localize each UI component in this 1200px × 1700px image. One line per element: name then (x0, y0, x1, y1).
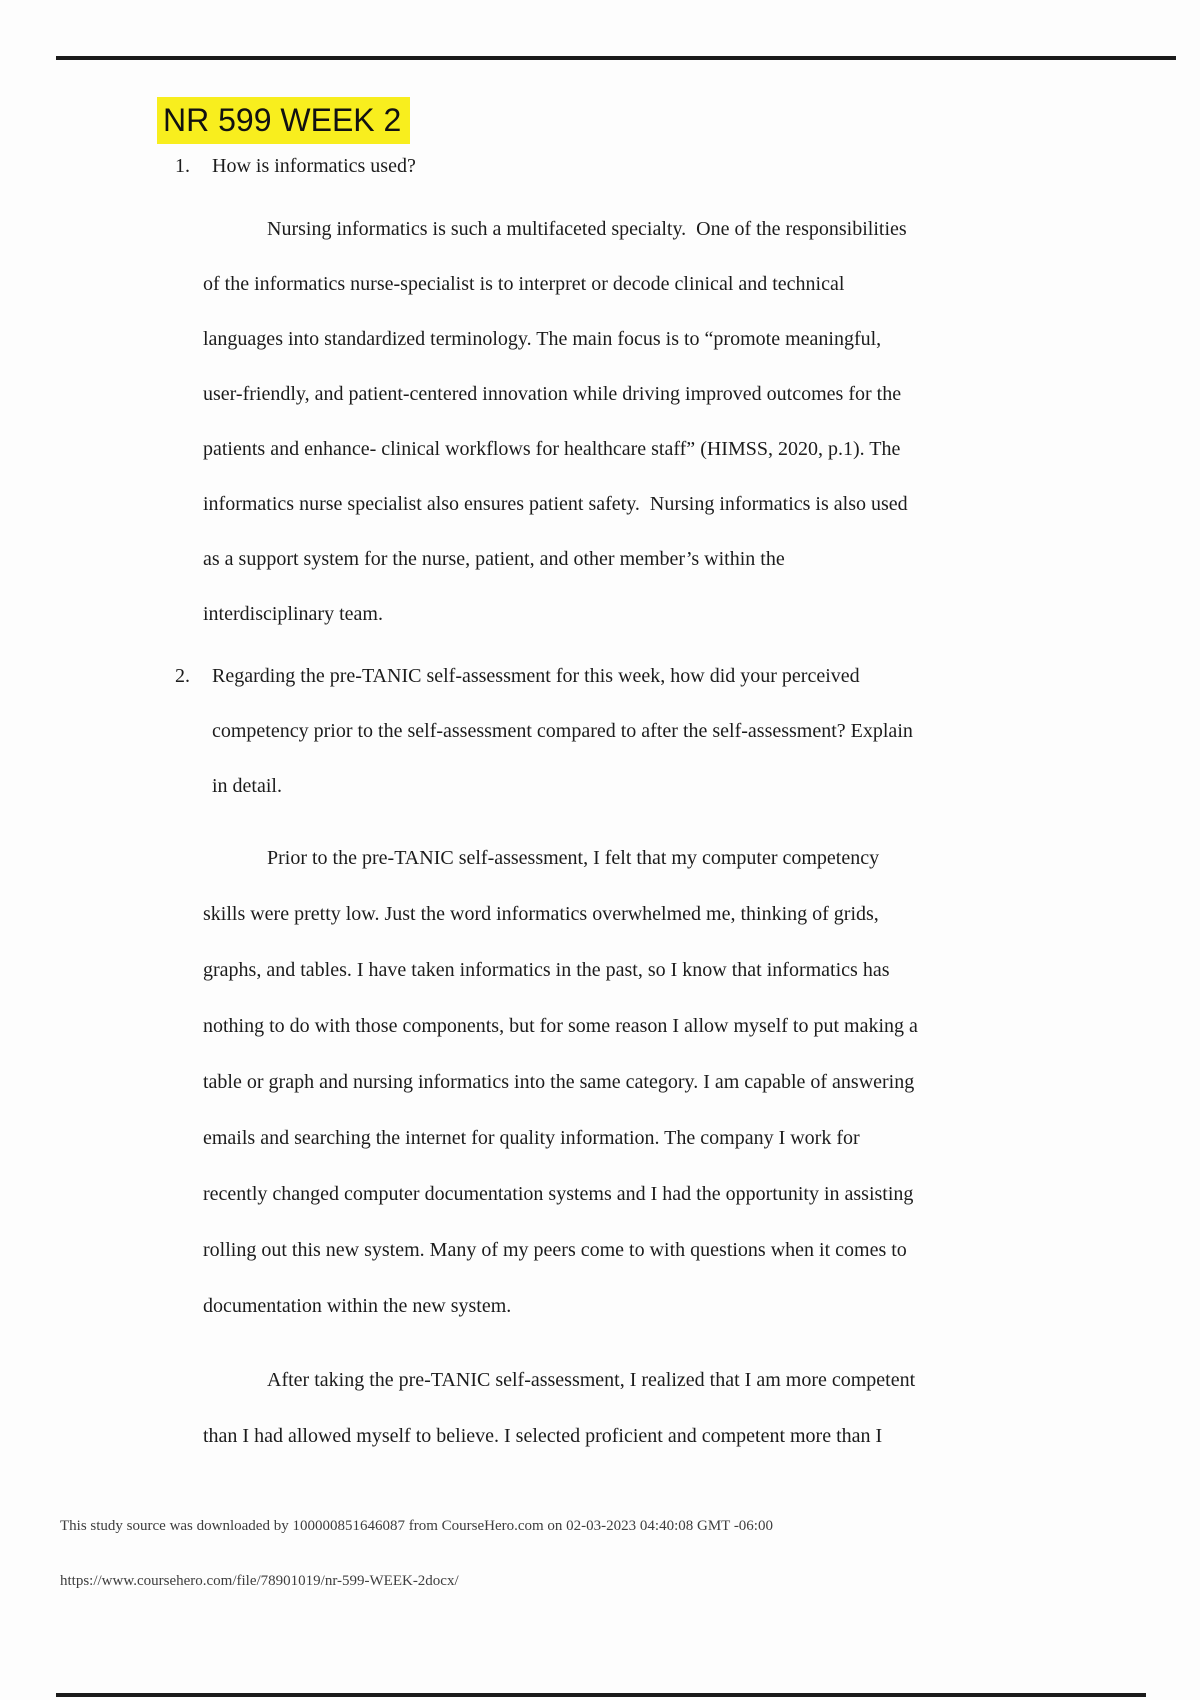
page-title: NR 599 WEEK 2 (157, 97, 410, 144)
text-line: patients and enhance- clinical workflows for healthcare staff” (HIMSS, 2020, p.1). The (203, 438, 901, 460)
question-2 (175, 649, 913, 814)
text-line: documentation within the new system. (203, 1295, 512, 1317)
answer-paragraph-1 (203, 202, 1033, 642)
download-attribution-text: This study source was downloaded by 100000851646087 from CourseHero.com on 02-03-2023 04:40:08 GMT -06:00 (60, 1518, 773, 1534)
text-line: emails and searching the internet for quality information. The company I work for (203, 1127, 860, 1149)
answer-paragraph-3 (203, 1352, 1033, 1464)
text-line: of the informatics nurse-specialist is to interpret or decode clinical and technical (203, 273, 845, 295)
footer-rule (56, 1693, 1146, 1697)
text-line: nothing to do with those components, but for some reason I allow myself to put making a (203, 1015, 918, 1037)
question-1-text (212, 139, 416, 194)
question-1 (175, 139, 416, 194)
text-line: languages into standardized terminology. The main focus is to “promote meaningful, (203, 328, 882, 350)
question-2-text (212, 649, 913, 814)
text-line: Prior to the pre-TANIC self-assessment, I felt that my computer competency (267, 847, 880, 869)
question-1-number: 1. (175, 155, 190, 177)
text-line: How is informatics used? (212, 155, 416, 177)
title-block (157, 97, 410, 144)
text-line: user-friendly, and patient-centered innovation while driving improved outcomes for the (203, 383, 902, 405)
text-line: rolling out this new system. Many of my peers come to with questions when it comes to (203, 1239, 907, 1261)
text-line: in detail. (212, 775, 282, 797)
text-line: graphs, and tables. I have taken informatics in the past, so I know that informatics has (203, 959, 890, 981)
header-rule (56, 56, 1176, 60)
text-line: Regarding the pre-TANIC self-assessment for this week, how did your perceived (212, 665, 860, 687)
text-line: informatics nurse specialist also ensures patient safety. Nursing informatics is also used (203, 493, 908, 515)
text-line: competency prior to the self-assessment compared to after the self-assessment? Explain (212, 720, 913, 742)
text-line: recently changed computer documentation systems and I had the opportunity in assisting (203, 1183, 914, 1205)
source-file-link[interactable]: https://www.coursehero.com/file/78901019/nr-599-WEEK-2docx/ (60, 1573, 459, 1589)
answer-paragraph-2 (203, 830, 1033, 1334)
text-line: After taking the pre-TANIC self-assessment, I realized that I am more competent (267, 1369, 916, 1391)
question-2-number: 2. (175, 665, 190, 687)
text-line: as a support system for the nurse, patient, and other member’s within the (203, 548, 785, 570)
text-line: table or graph and nursing informatics into the same category. I am capable of answering (203, 1071, 915, 1093)
text-line: interdisciplinary team. (203, 603, 383, 625)
text-line: Nursing informatics is such a multifaceted specialty. One of the responsibilities (267, 218, 907, 240)
text-line: than I had allowed myself to believe. I selected proficient and competent more than I (203, 1425, 883, 1447)
text-line: skills were pretty low. Just the word informatics overwhelmed me, thinking of grids, (203, 903, 879, 925)
